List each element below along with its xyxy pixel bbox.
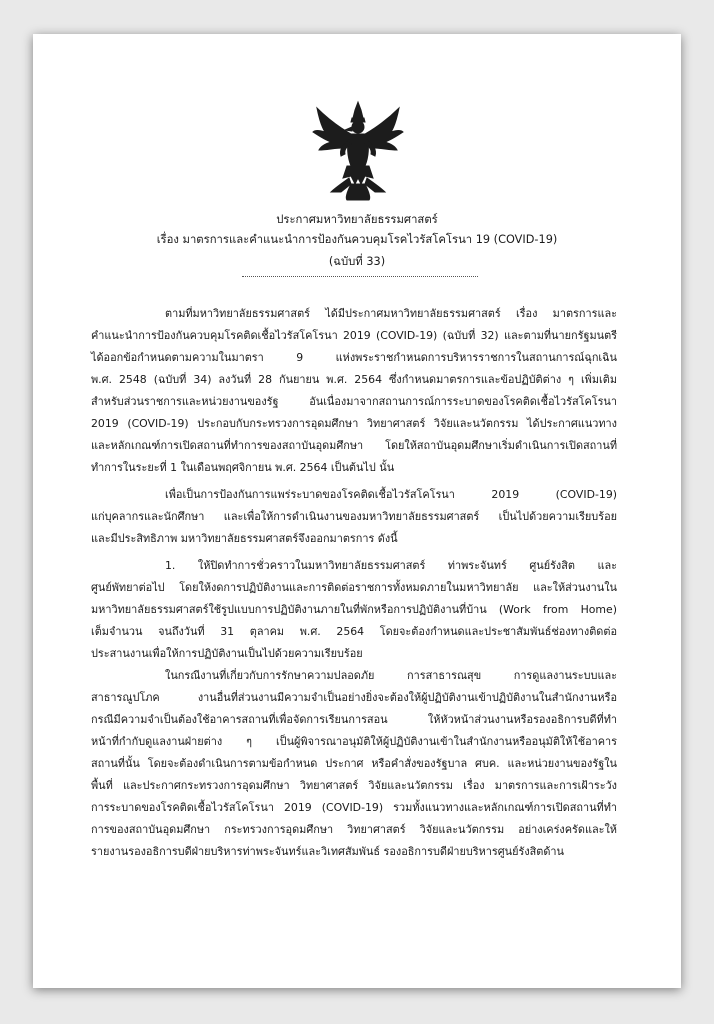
paragraph-line: ในกรณีงานที่เกี่ยวกับการรักษาความปลอดภัย การสาธารณสุข การดูแลงานระบบและ [165, 669, 617, 682]
paragraph-line: หน้าที่กำกับดูแลงานฝ่ายต่าง ๆ เป็นผู้พิจารณาอนุมัติให้ผู้ปฏิบัติงานเข้าในสำนักงานหรืออนุมัติให้ใช้อาคาร [91, 735, 617, 748]
paragraph-line: สาธารณูปโภค งานอื่นที่ส่วนงานมีความจำเป็นอย่างยิ่งจะต้องให้ผู้ปฏิบัติงานเข้าปฏิบัติงานในสำนักงานหรือ [91, 691, 617, 704]
paragraph-line: 1. ให้ปิดทำการชั่วคราวในมหาวิทยาลัยธรรมศาสตร์ ท่าพระจันทร์ ศูนย์รังสิต และ [165, 559, 617, 572]
paragraph-line: ตามที่มหาวิทยาลัยธรรมศาสตร์ ได้มีประกาศมหาวิทยาลัยธรรมศาสตร์ เรื่อง มาตรการและ [165, 307, 617, 320]
paragraph-line: และมีประสิทธิภาพ มหาวิทยาลัยธรรมศาสตร์จึงออกมาตรการ ดังนี้ [91, 532, 398, 545]
paragraph-line: พื้นที่ และประกาศกระทรวงการอุดมศึกษา วิทยาศาสตร์ วิจัยและนวัตกรรม เรื่อง มาตรการและการเฝ้าระวัง [91, 779, 617, 792]
paragraph-line: มหาวิทยาลัยธรรมศาสตร์ใช้รูปแบบการปฏิบัติงานภายในที่พักหรือการปฏิบัติงานที่บ้าน (Work from Home) [91, 603, 617, 616]
paragraph-line: พ.ศ. 2548 (ฉบับที่ 34) ลงวันที่ 28 กันยายน พ.ศ. 2564 ซึ่งกำหนดมาตรการและข้อปฏิบัติต่าง ๆ เพิ่มเติม [91, 373, 617, 386]
paragraph-line: ประสานงานเพื่อให้การปฏิบัติงานเป็นไปด้วยความเรียบร้อย [91, 647, 363, 660]
announcement-subject: เรื่อง มาตรการและคำแนะนำการป้องกันควบคุมโรคไวรัสโคโรนา 19 (COVID-19) [156, 233, 558, 246]
announcement-title: ประกาศมหาวิทยาลัยธรรมศาสตร์ [276, 213, 438, 226]
paragraph-line: ทำการในระยะที่ 1 ในเดือนพฤศจิกายน พ.ศ. 2564 เป็นต้นไป นั้น [91, 461, 395, 474]
paragraph-line: ได้ออกข้อกำหนดตามความในมาตรา 9 แห่งพระราชกำหนดการบริหารราชการในสถานการณ์ฉุกเฉิน [91, 351, 617, 364]
paragraph-line: 2019 (COVID-19) ประกอบกับกระทรวงการอุดมศึกษา วิทยาศาสตร์ วิจัยและนวัตกรรม ได้ประกาศแนวทาง [91, 417, 617, 430]
paragraph-line: สถานที่นั้น โดยจะต้องดำเนินการตามข้อกำหนด ประกาศ หรือคำสั่งของรัฐบาล ศบค. และหน่วยงานของรัฐใน [91, 757, 617, 770]
paragraph-line: กรณีมีความจำเป็นต้องใช้อาคารสถานที่เพื่อจัดการเรียนการสอน ให้หัวหน้าส่วนงานหรือรองอธิการบดีที่ทำ [91, 713, 617, 726]
header-divider [242, 276, 478, 277]
paragraph-line: เพื่อเป็นการป้องกันการแพร่ระบาดของโรคติดเชื้อไวรัสโคโรนา 2019 (COVID-19) [165, 488, 617, 501]
paragraph-line: การของสถาบันอุดมศึกษา กระทรวงการอุดมศึกษา วิทยาศาสตร์ วิจัยและนวัตกรรม อย่างเคร่งครัดและให้ [91, 823, 617, 836]
paragraph-line: เต็มจำนวน จนถึงวันที่ 31 ตุลาคม พ.ศ. 2564 โดยจะต้องกำหนดและประชาสัมพันธ์ช่องทางติดต่อ [91, 625, 617, 638]
announcement-edition: (ฉบับที่ 33) [328, 255, 386, 268]
garuda-emblem-icon [311, 100, 405, 202]
paragraph-line: คำแนะนำการป้องกันควบคุมโรคติดเชื้อไวรัสโคโรนา 2019 (COVID-19) (ฉบับที่ 32) และตามที่นายกรัฐมนตรี [91, 329, 617, 342]
paragraph-line: รายงานรองอธิการบดีฝ่ายบริหารท่าพระจันทร์และวิเทศสัมพันธ์ รองอธิการบดีฝ่ายบริหารศูนย์รังสิตด้าน [91, 845, 564, 858]
paragraph-line: และหลักเกณฑ์การเปิดสถานที่ทำการของสถาบันอุดมศึกษา โดยให้สถาบันอุดมศึกษาเริ่มดำเนินการเปิดสถานที่ [91, 439, 617, 452]
paragraph-line: การระบาดของโรคติดเชื้อไวรัสโคโรนา 2019 (COVID-19) รวมทั้งแนวทางและหลักเกณฑ์การเปิดสถานที่ทำ [91, 801, 617, 814]
paragraph-line: ศูนย์พัทยาต่อไป โดยให้งดการปฏิบัติงานและการติดต่อราชการทั้งหมดภายในมหาวิทยาลัย และให้ส่วนงานใน [91, 581, 617, 594]
document-page [33, 34, 681, 988]
paragraph-line: แก่บุคลากรและนักศึกษา และเพื่อให้การดำเนินงานของมหาวิทยาลัยธรรมศาสตร์ เป็นไปด้วยความเรียบร้อย [91, 510, 617, 523]
paragraph-line: สำหรับส่วนราชการและหน่วยงานของรัฐ อันเนื่องมาจากสถานการณ์การระบาดของโรคติดเชื้อไวรัสโคโรนา [91, 395, 617, 408]
